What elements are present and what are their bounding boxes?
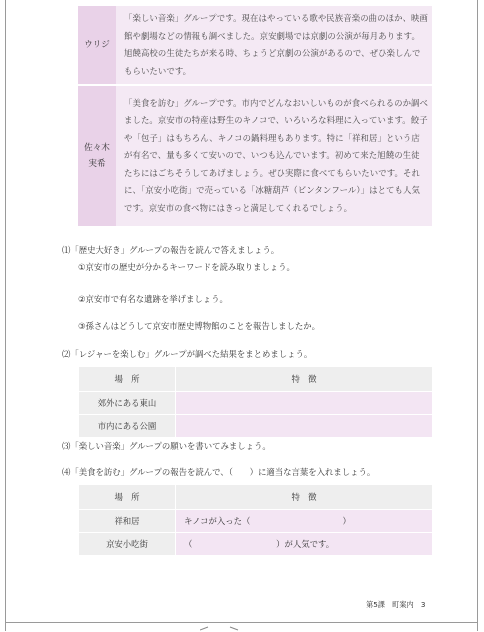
fill-in-blank[interactable]: キノコが入った（ ） [176, 510, 433, 533]
question-4-title: ⑷「美食を訪む」グループの報告を読んで、（ ）に適当な言葉を入れましょう。 [62, 467, 376, 477]
table-header-feature: 特 徴 [176, 367, 433, 392]
question-2-table [79, 367, 432, 438]
table-row [79, 510, 432, 533]
table-header-feature: 特 徴 [176, 485, 433, 510]
table-row [79, 392, 432, 415]
table-header-place: 場 所 [79, 367, 176, 392]
report-name: ウリジ [78, 6, 116, 85]
question-1-sub-2: ②京安市で有名な遺跡を挙げましょう。 [78, 294, 228, 304]
table-row [79, 533, 432, 556]
fill-in-blank[interactable]: （ ）が人気です。 [176, 533, 433, 556]
report-name-text: 佐々木 実希 [84, 143, 110, 169]
table-row [79, 415, 432, 438]
page-footer: 第5課 町案内 3 [366, 600, 426, 609]
report-row-sasaki [78, 85, 432, 227]
table-cell-place: 京安小吃街 [79, 533, 176, 556]
table-cell-place: 郊外にある東山 [79, 392, 176, 415]
page-border-bottom [5, 622, 478, 623]
report-name [78, 85, 116, 227]
table-cell-place: 市内にある公園 [79, 415, 176, 438]
table-header-row [79, 367, 432, 392]
answer-field[interactable] [176, 415, 433, 438]
answer-field[interactable] [176, 392, 433, 415]
page-border-right [477, 0, 478, 631]
report-text: 「楽しい音楽」グループです。現在はやっている歌や民族音楽の曲のほか、映画館や劇場などの情報も調べました。京安劇場では京劇の公演が毎月あります。旭饒高校の生徒たちが来る時、ちょうど京劇の公演があるので、ぜひ楽しんでもらいたいです。 [116, 6, 432, 85]
table-cell-place: 祥和居 [79, 510, 176, 533]
question-1-sub-1: ①京安市の歴史が分かるキーワードを読み取りましょう。 [78, 262, 295, 272]
table-header-row [79, 485, 432, 510]
question-3-title: ⑶「楽しい音楽」グループの願いを書いてみましょう。 [62, 441, 271, 451]
page-border-left [5, 0, 6, 631]
table-header-place: 場 所 [79, 485, 176, 510]
question-1-title: ⑴「歴史大好き」グループの報告を読んで答えましょう。 [62, 245, 280, 255]
report-table [78, 6, 432, 228]
report-text: 「美食を訪む」グループです。市内でどんなおいしいものが食べられるのか調べました。京安市の特産は野生のキノコで、いろいろな料理に入っています。餃子や「包子」はもちろん、キノコの鍋料理もあります。特に「祥和居」という店が有名で、量も多くて安いので、いつも込んでいます。初めて来た旭饒の生徒たちにはごちそうしてあげましょう。ぜひ実際に食べてもらいたいです。それに、「京安小吃街」で売っている「冰糖葫芦（ビンタンフール）」はとても人気です。京安市の食べ物にはきっと満足してくれるでしょう。 [116, 85, 432, 227]
question-1-sub-3: ③孫さんはどうして京安市歴史博物館のことを報告しましたか。 [78, 321, 321, 331]
report-row-urij [78, 6, 432, 85]
question-4-table [79, 485, 432, 556]
question-2-title: ⑵「レジャーを楽しむ」グループが調べた結果をまとめましょう。 [62, 349, 313, 359]
